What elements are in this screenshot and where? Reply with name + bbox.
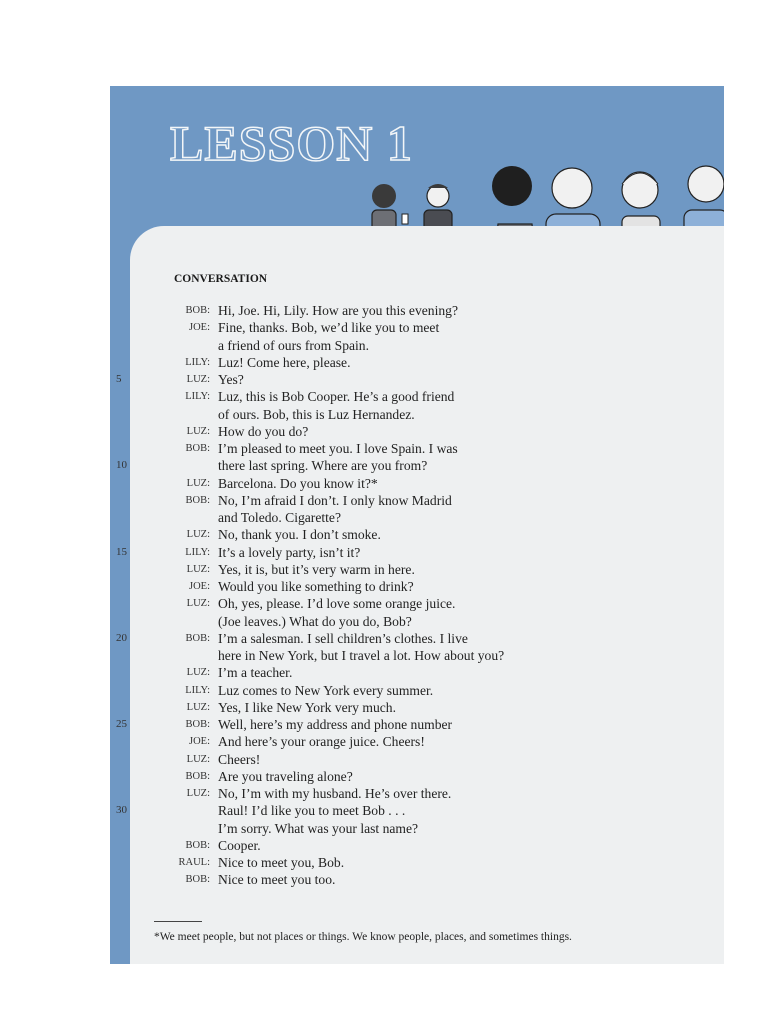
dialogue-text: Yes, I like New York very much. [218, 699, 396, 715]
dialogue-text: And here’s your orange juice. Cheers! [218, 734, 425, 750]
line-number: 30 [116, 804, 127, 817]
dialogue-text: Nice to meet you too. [218, 872, 336, 888]
speaker-label: BOB: [185, 494, 210, 506]
speaker-label: BOB: [185, 874, 210, 886]
line-number: 10 [116, 459, 127, 472]
dialogue-text: Oh, yes, please. I’d love some orange juice. [218, 596, 456, 612]
speaker-label: BOB: [185, 719, 210, 730]
dialogue-text: Well, here’s my address and phone number [218, 717, 453, 732]
dialogue-text: Raul! I’d like you to meet Bob . . . [218, 803, 406, 819]
speaker-label: LILY: [185, 391, 210, 403]
line-number: 25 [116, 718, 127, 730]
dialogue-text: Luz, this is Bob Cooper. He’s a good friend [218, 389, 455, 405]
speaker-label: RAUL: [178, 857, 210, 868]
speaker-label: LUZ: [186, 598, 210, 610]
speaker-label: LILY: [185, 356, 210, 368]
dialogue-text: Luz! Come here, please. [218, 354, 351, 370]
speaker-label: LUZ: [186, 425, 210, 437]
speaker-label: LUZ: [186, 667, 210, 679]
speaker-label: BOB: [185, 839, 210, 851]
speaker-label: JOE: [189, 322, 210, 334]
dialogue-text: How do you do? [218, 423, 309, 439]
line-number: 15 [116, 545, 127, 558]
dialogue-text: a friend of ours from Spain. [218, 337, 370, 353]
speaker-label: LUZ: [186, 477, 210, 489]
speaker-label: LUZ: [186, 753, 210, 765]
dialogue-text: Fine, thanks. Bob, we’d like you to meet [218, 320, 440, 336]
dialogue-text: No, I’m with my husband. He’s over there. [218, 786, 452, 801]
section-heading: CONVERSATION [174, 273, 268, 285]
dialogue-text: (Joe leaves.) What do you do, Bob? [218, 613, 412, 629]
speaker-label: LUZ: [186, 374, 210, 385]
dialogue-text: Would you like something to drink? [218, 579, 414, 594]
dialogue-text: and Toledo. Cigarette? [218, 510, 341, 525]
dialogue-text: Barcelona. Do you know it?* [218, 475, 378, 491]
speaker-label: BOB: [185, 305, 210, 316]
dialogue-text: Yes? [218, 372, 244, 387]
textbook-page [110, 86, 724, 964]
dialogue-text: Nice to meet you, Bob. [218, 855, 345, 870]
dialogue-text: Luz comes to New York every summer. [218, 682, 434, 698]
dialogue-text: I’m a teacher. [218, 665, 293, 681]
dialogue-text: No, I’m afraid I don’t. I only know Madrid [218, 492, 452, 508]
speaker-label: LILY: [185, 546, 210, 558]
speaker-label: LUZ: [186, 563, 210, 575]
speaker-label: BOB: [185, 632, 210, 644]
dialogue-text: of ours. Bob, this is Luz Hernandez. [218, 406, 415, 422]
dialogue-text: there last spring. Where are you from? [218, 458, 428, 474]
dialogue-text: Are you traveling alone? [218, 768, 353, 784]
dialogue-text: No, thank you. I don’t smoke. [218, 527, 381, 543]
speaker-label: BOB: [185, 443, 210, 454]
speaker-label: JOE: [189, 736, 210, 748]
dialogue-text: Cooper. [218, 837, 261, 853]
dialogue-text: I’m sorry. What was your last name? [218, 820, 419, 836]
speaker-label: LUZ: [186, 701, 210, 713]
dialogue-text: I’m a salesman. I sell children’s clothes. I live [218, 630, 468, 646]
line-number: 5 [116, 373, 122, 385]
dialogue-text: It’s a lovely party, isn’t it? [218, 544, 361, 560]
speaker-label: LILY: [185, 684, 210, 696]
dialogue-text: here in New York, but I travel a lot. How about you? [218, 648, 505, 663]
footnote: *We meet people, but not places or things. We know people, places, and sometimes things. [154, 931, 572, 943]
speaker-label: BOB: [185, 770, 210, 782]
lesson-title: LESSON 1 [170, 115, 413, 171]
speaker-label: LUZ: [186, 529, 210, 541]
dialogue-text: Yes, it is, but it’s very warm in here. [218, 561, 415, 577]
dialogue-text: Hi, Joe. Hi, Lily. How are you this evening? [218, 303, 458, 318]
speaker-label: LUZ: [186, 788, 210, 799]
dialogue-text: Cheers! [218, 751, 261, 767]
speaker-label: JOE: [189, 581, 210, 592]
dialogue-text: I’m pleased to meet you. I love Spain. I was [218, 441, 458, 456]
footnote-rule [154, 921, 202, 922]
line-number: 20 [116, 631, 127, 644]
